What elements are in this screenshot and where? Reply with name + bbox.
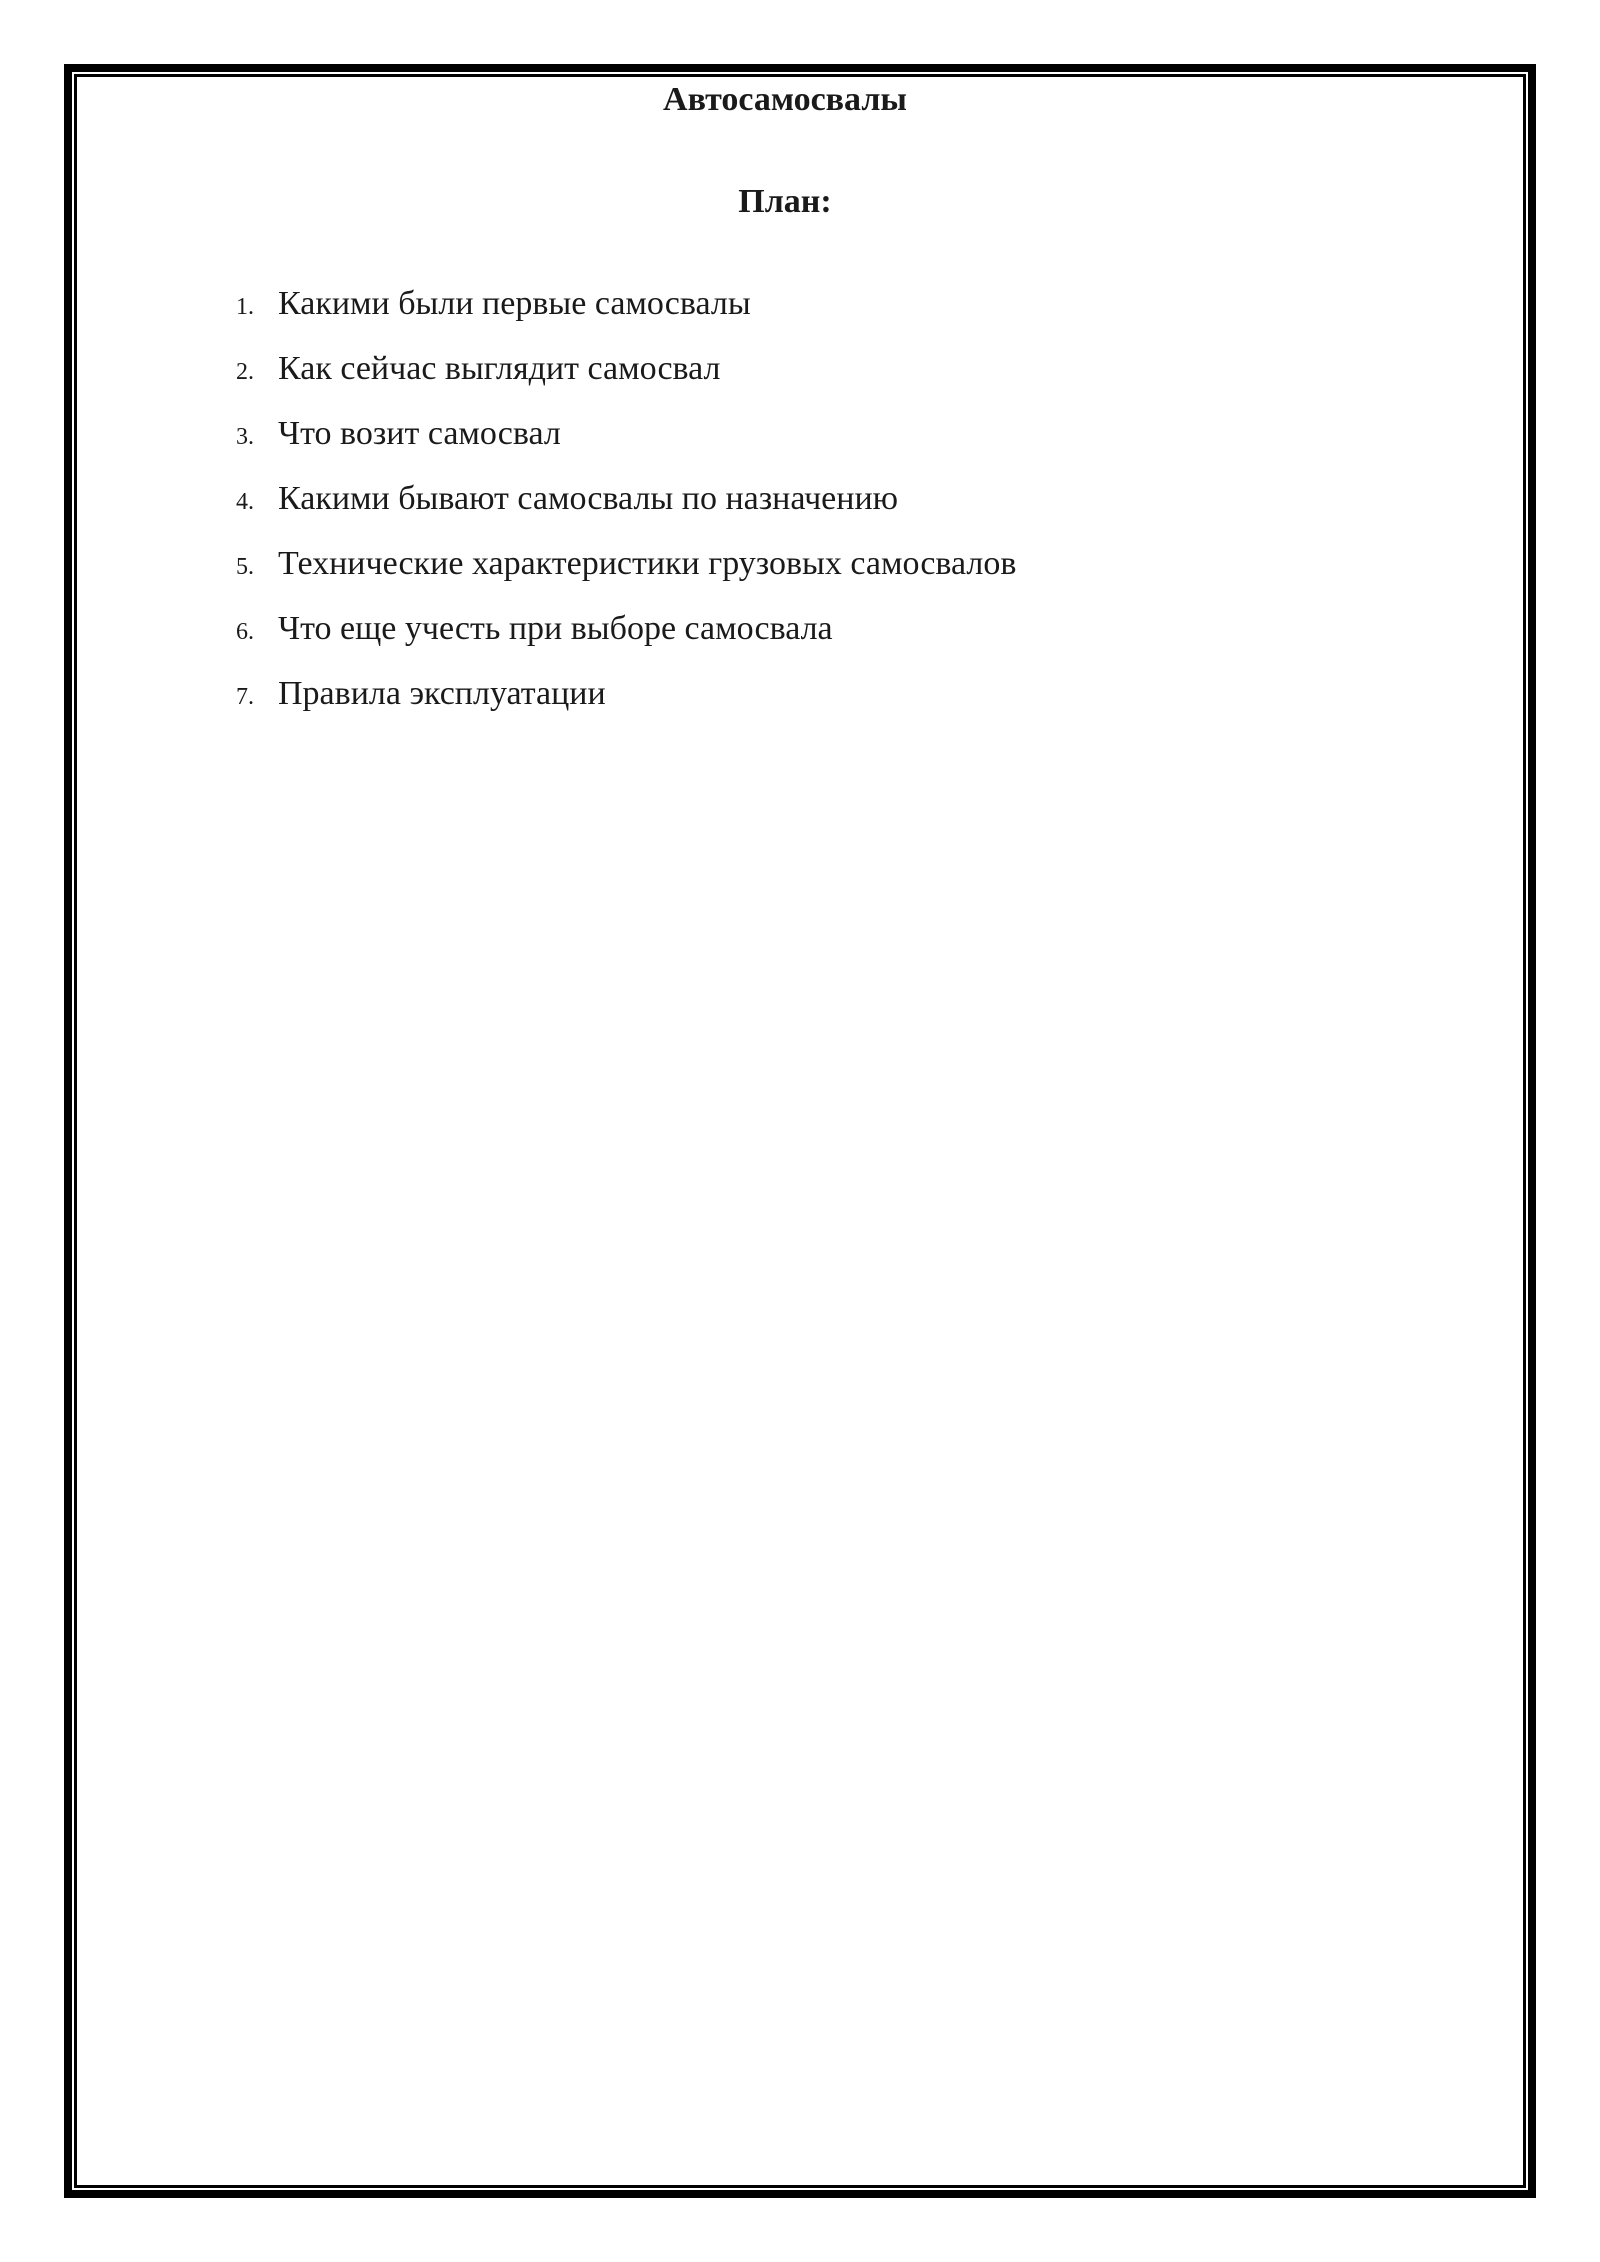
document-title: Автосамосвалы <box>663 81 907 118</box>
list-item-text: Какими были первые самосвалы <box>278 285 751 322</box>
list-item-number: 7. <box>236 684 254 710</box>
list-item-number: 1. <box>236 294 254 320</box>
list-item <box>200 674 1016 739</box>
list-item-text: Что возит самосвал <box>278 415 561 452</box>
plan-list <box>200 284 1016 739</box>
list-item <box>200 544 1016 609</box>
list-item-number: 2. <box>236 359 254 385</box>
list-item-number: 3. <box>236 424 254 450</box>
list-item <box>200 284 1016 349</box>
list-item-text: Что еще учесть при выборе самосвала <box>278 610 833 647</box>
plan-heading: План: <box>738 183 832 220</box>
list-item-text: Правила эксплуатации <box>278 675 606 712</box>
list-item-number: 5. <box>236 554 254 580</box>
list-item <box>200 414 1016 479</box>
list-item-number: 4. <box>236 489 254 515</box>
list-item <box>200 609 1016 674</box>
list-item-text: Технические характеристики грузовых самосвалов <box>278 545 1017 582</box>
list-item-text: Какими бывают самосвалы по назначению <box>278 480 899 517</box>
list-item <box>200 479 1016 544</box>
list-item <box>200 349 1016 414</box>
list-item-number: 6. <box>236 619 254 645</box>
list-item-text: Как сейчас выглядит самосвал <box>278 350 721 387</box>
